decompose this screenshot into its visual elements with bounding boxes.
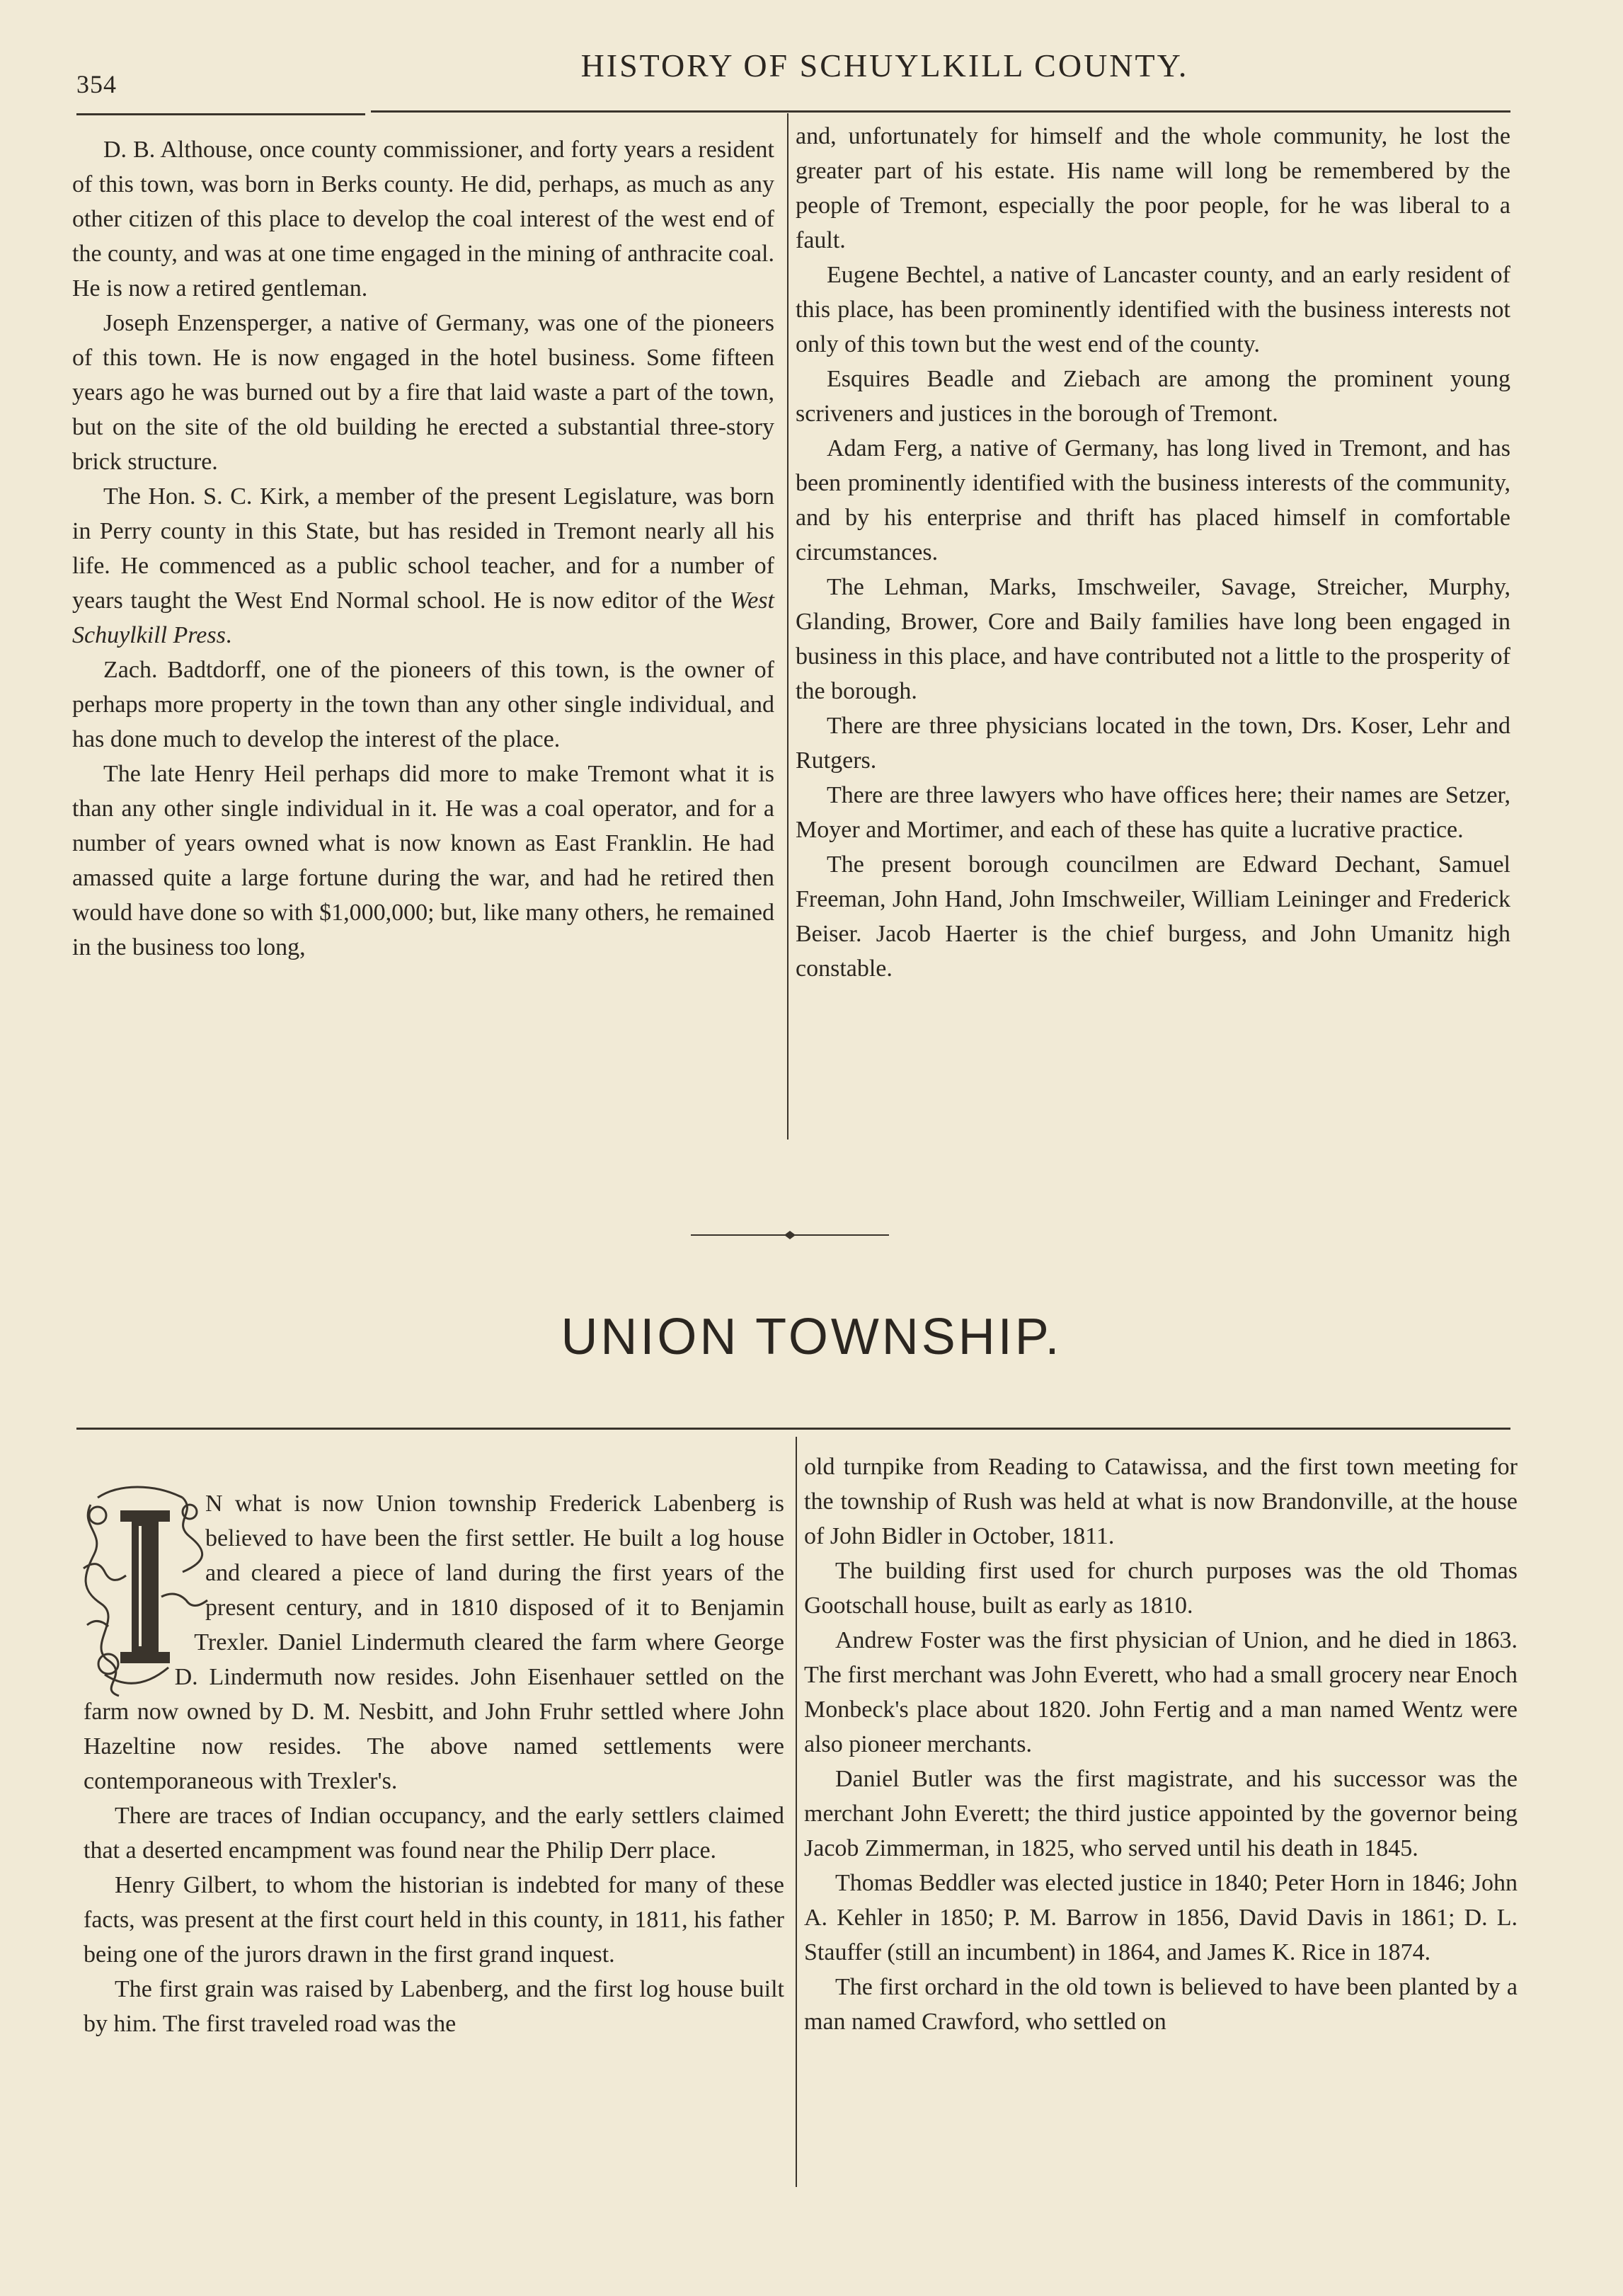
header-rule-left [76,113,365,115]
top-left-column [72,132,774,965]
newspaper-title: West Schuylkill Press [72,587,774,648]
kirk-text: The Hon. S. C. Kirk, a member of the present Legislature, was born in Perry county in this State, but has resided in Tremont nearly all his life. He commenced as a public school teacher, and for a number of years taught the West End Normal school. He is now editor of the [72,483,774,614]
paragraph-badtdorff: Zach. Badtdorff, one of the pioneers of this town, is the owner of perhaps more property in the town than any other single individual, and has done much to develop the interest of the place. [72,657,774,752]
paragraph-foster: Andrew Foster was the first physician of Union, and he died in 1863. The first merchant was John Everett, who had a small grocery near Enoch Monbeck's place about 1820. John Fertig and a man named Wentz were also pioneer merchants. [804,1627,1518,1757]
header-rule-right [371,110,1510,113]
paragraph-turnpike: old turnpike from Reading to Catawissa, and the first town meeting for the township of Rush was held at what is now Brandonville, at the house of John Bidler in October, 1811. [804,1454,1518,1549]
paragraph-gilbert: Henry Gilbert, to whom the historian is indebted for many of these facts, was present at the first court held in this county, in 1811, his father being one of the jurors drawn in the first grand inquest. [84,1872,784,1968]
paragraph-indian: There are traces of Indian occupancy, and the early settlers claimed that a deserted encampment was found near the Philip Derr place. [84,1803,784,1864]
ornamental-initial-i-icon [76,1483,218,1703]
paragraph-heil: The late Henry Heil perhaps did more to make Tremont what it is than any other single individual in it. He was a coal operator, and for a number of years owned what is now known as East Franklin. He had amassed quite a large fortune during the war, and had he retired then would have done so with $1,000,000; but, like many others, he remained in the business too long, [72,761,774,960]
paragraph-families: The Lehman, Marks, Imschweiler, Savage, Streicher, Murphy, Glanding, Brower, Core and Baily families have long been engaged in business in this place, and have contributed not a little to the prosperity of the borough. [796,574,1510,704]
drop-cap-block [84,1486,784,1798]
paragraph-church: The building first used for church purposes was the old Thomas Gootschall house, built as early as 1810. [804,1558,1518,1619]
paragraph-beadle: Esquires Beadle and Ziebach are among the prominent young scriveners and justices in the borough of Tremont. [796,366,1510,427]
paragraph-bechtel: Eugene Bechtel, a native of Lancaster county, and an early resident of this place, has been prominently identified with the business interests not only of this town but the west end of the county. [796,262,1510,357]
page-number: 354 [76,70,117,98]
section-rule [76,1428,1510,1430]
paragraph-enzensperger: Joseph Enzensperger, a native of Germany, was one of the pioneers of this town. He is now engaged in the hotel business. Some fifteen years ago he was burned out by a fire that laid waste a part of the town, but on the site of the old building he erected a substantial three-story brick structure. [72,310,774,475]
paragraph-butler: Daniel Butler was the first magistrate, and his successor was the merchant John Everett; the third justice appointed by the governor being Jacob Zimmerman, in 1825, who served until his death in 1845. [804,1766,1518,1861]
section-title: UNION TOWNSHIP. [561,1309,1062,1365]
paragraph-kirk [72,479,774,653]
column-divider-bottom [796,1437,797,2187]
kirk-end: . [225,622,232,648]
paragraph-lawyers: There are three lawyers who have offices here; their names are Setzer, Moyer and Mortimer, and each of these has quite a lucrative practice. [796,782,1510,843]
paragraph-ferg: Adam Ferg, a native of Germany, has long lived in Tremont, and has been prominently identified with the business interests of the community, and by his enterprise and thrift has placed himself in comfortable circumstances. [796,435,1510,566]
paragraph-labenberg: N what is now Union township Frederick Labenberg is believed to have been the first settler. He built a log house and cleared a piece of land during the first years of the present century, and in 1810 disposed of it to Benjamin Trexler. Daniel Lindermuth cleared the farm where George D. Lindermuth now resides. John Eisenhauer settled on the farm now owned by D. M. Nesbitt, and John Fruhr settled where John Hazeltine now resides. The above named settlements were contemporaneous with Trexler's. [84,1491,784,1794]
column-divider-top [787,113,788,1140]
ornamental-divider [691,1230,889,1240]
paragraph-physicians: There are three physicians located in the town, Drs. Koser, Lehr and Rutgers. [796,713,1510,774]
top-right-column [796,119,1510,986]
paragraph-first-grain: The first grain was raised by Labenberg, and the first log house built by him. The first traveled road was the [84,1976,784,2037]
paragraph-beddler: Thomas Beddler was elected justice in 1840; Peter Horn in 1846; John A. Kehler in 1850; P. M. Barrow in 1856, David Davis in 1861; D. L. Stauffer (still an incumbent) in 1864, and James K. Rice in 1874. [804,1870,1518,1965]
paragraph-althouse: D. B. Althouse, once county commissioner, and forty years a resident of this town, was born in Berks county. He did, perhaps, as much as any other citizen of this place to develop the coal interest of the west end of the county, and was at one time engaged in the mining of anthracite coal. He is now a retired gentleman. [72,137,774,302]
paragraph-orchard: The first orchard in the old town is believed to have been planted by a man named Crawford, who settled on [804,1974,1518,2035]
bottom-left-column [84,1486,784,2041]
paragraph-councilmen: The present borough councilmen are Edward Dechant, Samuel Freeman, John Hand, John Imschweiler, William Leininger and Frederick Beiser. Jacob Haerter is the chief burgess, and John Umanitz high constable. [796,851,1510,982]
bottom-right-column [804,1450,1518,2039]
running-head: HISTORY OF SCHUYLKILL COUNTY. [580,47,1189,84]
paragraph-heil-continued: and, unfortunately for himself and the whole community, he lost the greater part of his estate. His name will long be remembered by the people of Tremont, especially the poor people, for he was liberal to a fault. [796,123,1510,253]
